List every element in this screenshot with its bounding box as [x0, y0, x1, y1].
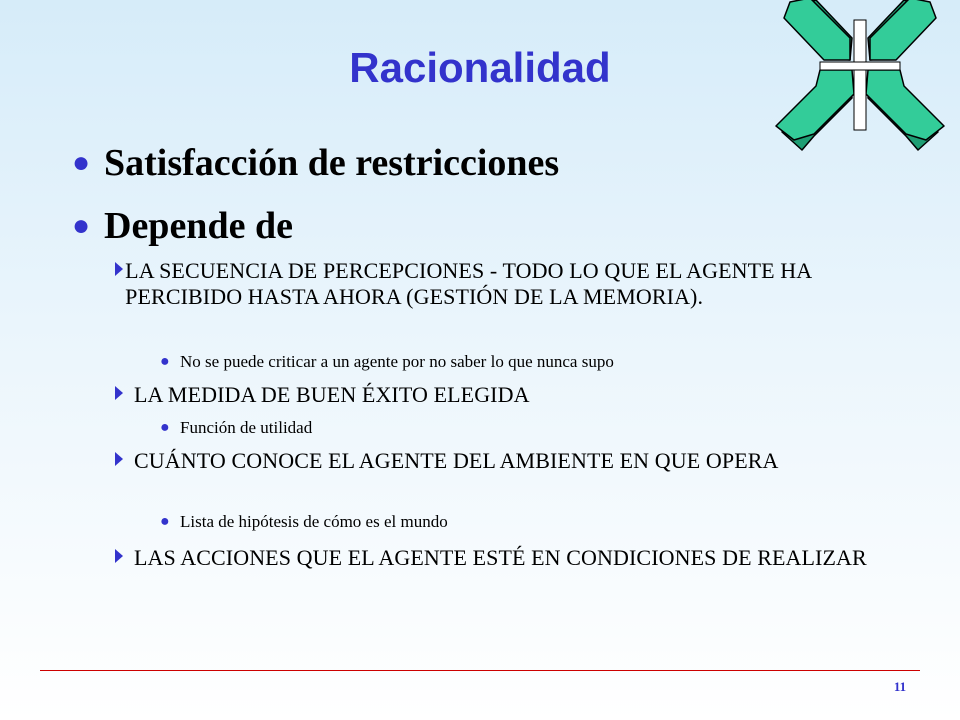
detail-text: Lista de hipótesis de cómo es el mundo: [180, 512, 448, 531]
page-number: 11: [893, 679, 907, 694]
sub-item-text: LAS ACCIONES QUE EL AGENTE ESTÉ EN CONDICIONES DE REALIZAR: [134, 545, 867, 570]
triangle-arrow-icon: [114, 258, 125, 282]
triangle-arrow-icon: [114, 545, 134, 569]
triangle-arrow-icon: [114, 382, 134, 406]
detail-text: Función de utilidad: [180, 418, 313, 437]
sub-item-text: LA MEDIDA DE BUEN ÉXITO ELEGIDA: [134, 382, 530, 407]
bullet-item: [72, 140, 559, 186]
triangle-arrow-icon: [114, 448, 134, 472]
bullet-dot-icon: ●: [160, 513, 170, 530]
sub-item-text: LA SECUENCIA DE PERCEPCIONES - TODO LO QUE EL AGENTE HA PERCIBIDO HASTA AHORA (GESTIÓN DE LA MEMORIA).: [125, 258, 812, 309]
bullet-dot-icon: ●: [72, 146, 91, 179]
slide-title: Racionalidad: [349, 44, 611, 91]
bullet-text: Satisfacción de restricciones: [104, 142, 560, 184]
bullet-item: [72, 203, 293, 249]
detail-item: [160, 418, 312, 438]
sub-item: [114, 448, 834, 474]
detail-text: No se puede criticar a un agente por no saber lo que nunca supo: [180, 352, 614, 371]
footer-rule: [40, 670, 920, 671]
bullet-text: Depende de: [104, 205, 293, 247]
bullet-dot-icon: ●: [72, 209, 91, 242]
detail-item: [160, 352, 614, 372]
sub-item: [114, 382, 894, 408]
sub-item: [114, 258, 834, 310]
bullet-dot-icon: ●: [160, 353, 170, 370]
sub-item-text: CUÁNTO CONOCE EL AGENTE DEL AMBIENTE EN QUE OPERA: [134, 448, 779, 473]
detail-item: [160, 512, 448, 532]
sub-item: [114, 545, 904, 571]
bullet-dot-icon: ●: [160, 419, 170, 436]
